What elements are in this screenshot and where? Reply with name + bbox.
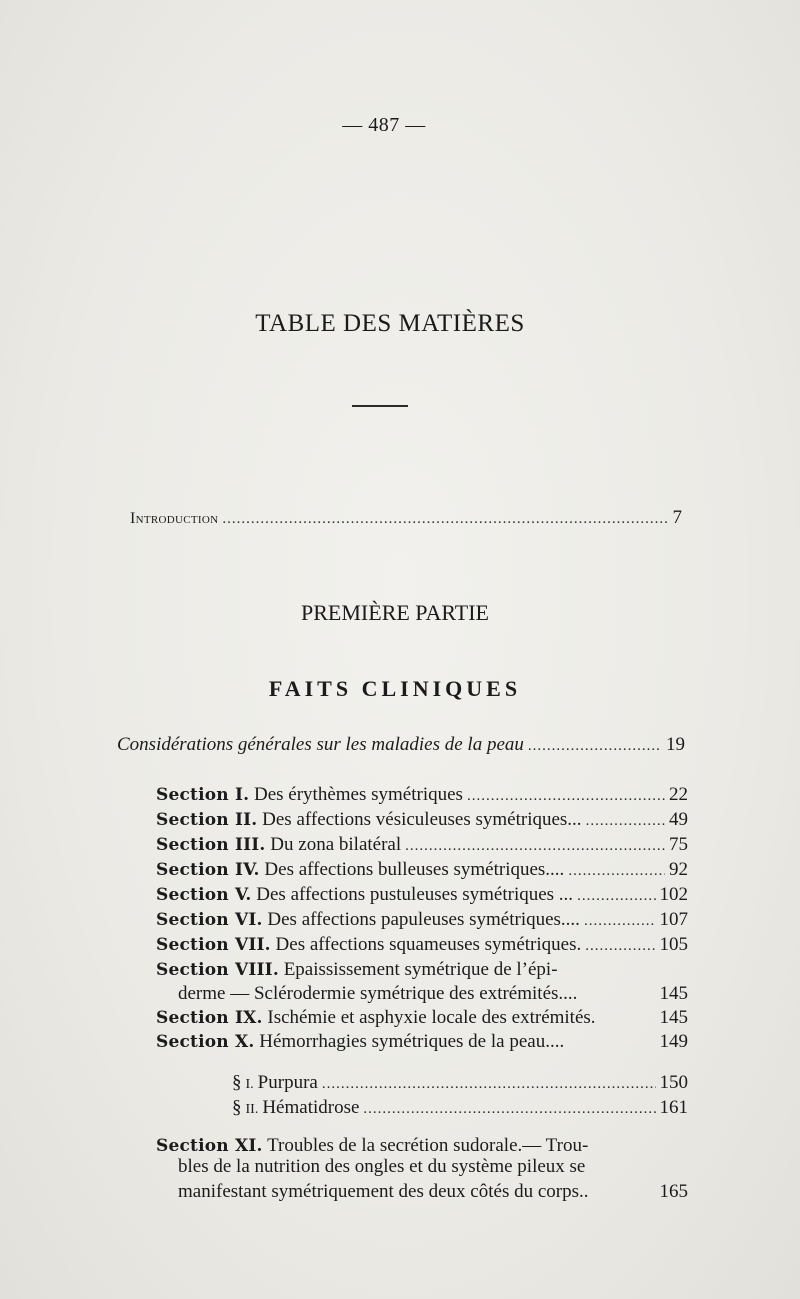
section-label: Section IX. <box>156 1008 263 1028</box>
leader-dots <box>222 512 668 527</box>
toc-page-number: 7 <box>672 507 682 528</box>
section-title: Troubles de la secrétion sudorale.— Trou- <box>267 1135 589 1156</box>
toc-page-number: 145 <box>659 983 688 1004</box>
leader-dots <box>586 814 665 829</box>
toc-entry-section <box>156 960 688 979</box>
toc-page-number: 49 <box>669 809 688 830</box>
part-subtitle: FAITS CLINIQUES <box>268 676 522 701</box>
leader-dots <box>577 889 655 904</box>
leader-dots <box>528 739 662 754</box>
section-title: Ischémie et asphyxie locale des extrémités. <box>267 1007 596 1028</box>
toc-page-number: 102 <box>659 884 688 905</box>
toc-entry-considerations <box>117 735 685 754</box>
section-label: Section II. <box>156 810 258 830</box>
section-title: Des érythèmes symétriques <box>254 784 463 805</box>
section-label: Section X. <box>156 1032 255 1052</box>
toc-entry-section <box>156 835 688 854</box>
toc-page-number: 92 <box>669 859 688 880</box>
toc-entry-continuation <box>178 984 688 1003</box>
subsection-title: Purpura <box>257 1072 318 1093</box>
leader-dots <box>584 914 656 929</box>
section-symbol: § <box>232 1072 242 1093</box>
page-title: TABLE DES MATIÈRES <box>255 310 525 337</box>
section-title: Des affections squameuses symétriques. <box>275 934 582 955</box>
toc-entry-label: Considérations générales sur les maladies de la peau <box>117 734 524 755</box>
toc-entry-section <box>156 1136 688 1155</box>
section-title: Des affections vésiculeuses symétriques... <box>262 809 582 830</box>
leader-dots <box>568 864 665 879</box>
toc-entry-section <box>156 1032 688 1051</box>
page-number: — 487 — <box>342 114 426 136</box>
section-title: Des affections bulleuses symétriques.... <box>264 859 565 880</box>
section-symbol: § <box>232 1097 242 1118</box>
leader-dots <box>363 1102 655 1117</box>
section-title: Des affections pustuleuses symétriques ... <box>256 884 574 905</box>
section-label: Section IV. <box>156 860 260 880</box>
toc-entry-subsection <box>232 1098 688 1117</box>
section-label: Section VIII. <box>156 960 279 980</box>
toc-page-number: 19 <box>666 734 685 755</box>
toc-entry-continuation <box>178 1182 688 1201</box>
section-title: Des affections papuleuses symétriques.... <box>267 909 580 930</box>
subsection-number: I. <box>245 1077 254 1092</box>
toc-entry-label: Introduction <box>130 510 219 527</box>
subsection-number: II. <box>245 1102 259 1117</box>
title-divider <box>352 405 408 407</box>
toc-page-number: 165 <box>659 1181 688 1202</box>
section-title: Epaississement symétrique de l’épi- <box>283 959 558 980</box>
toc-page-number: 145 <box>659 1007 688 1028</box>
toc-entry-section <box>156 885 688 904</box>
toc-entry-section <box>156 1008 688 1027</box>
toc-page-number: 105 <box>659 934 688 955</box>
leader-dots <box>322 1077 656 1092</box>
section-title-continued: derme — Sclérodermie symétrique des extrémités.... <box>178 983 578 1004</box>
toc-entry-section <box>156 860 688 879</box>
toc-entry-section <box>156 910 688 929</box>
toc-entry-subsection <box>232 1073 688 1092</box>
toc-page-number: 22 <box>669 784 688 805</box>
toc-page-number: 150 <box>659 1072 688 1093</box>
part-title: PREMIÈRE PARTIE <box>301 600 489 625</box>
section-label: Section VII. <box>156 935 271 955</box>
section-label: Section I. <box>156 785 250 805</box>
section-label: Section VI. <box>156 910 263 930</box>
section-title: Hémorrhagies symétriques de la peau.... <box>259 1031 565 1052</box>
section-title: Du zona bilatéral <box>270 834 402 855</box>
section-label: Section III. <box>156 835 266 855</box>
section-title-continued: manifestant symétriquement des deux côtés du corps.. <box>178 1181 589 1202</box>
toc-entry-introduction <box>130 508 682 527</box>
leader-dots <box>585 939 655 954</box>
toc-entry-section <box>156 935 688 954</box>
toc-page-number: 161 <box>659 1097 688 1118</box>
section-label: Section XI. <box>156 1136 263 1156</box>
leader-dots <box>467 789 665 804</box>
section-label: Section V. <box>156 885 252 905</box>
toc-entry-section <box>156 810 688 829</box>
toc-page-number: 107 <box>659 909 688 930</box>
leader-dots <box>405 839 665 854</box>
subsection-title: Hématidrose <box>262 1097 360 1118</box>
toc-entry-section <box>156 785 688 804</box>
toc-page-number: 75 <box>669 834 688 855</box>
toc-page-number: 149 <box>659 1031 688 1052</box>
section-title-continued: bles de la nutrition des ongles et du système pileux se <box>178 1156 586 1177</box>
